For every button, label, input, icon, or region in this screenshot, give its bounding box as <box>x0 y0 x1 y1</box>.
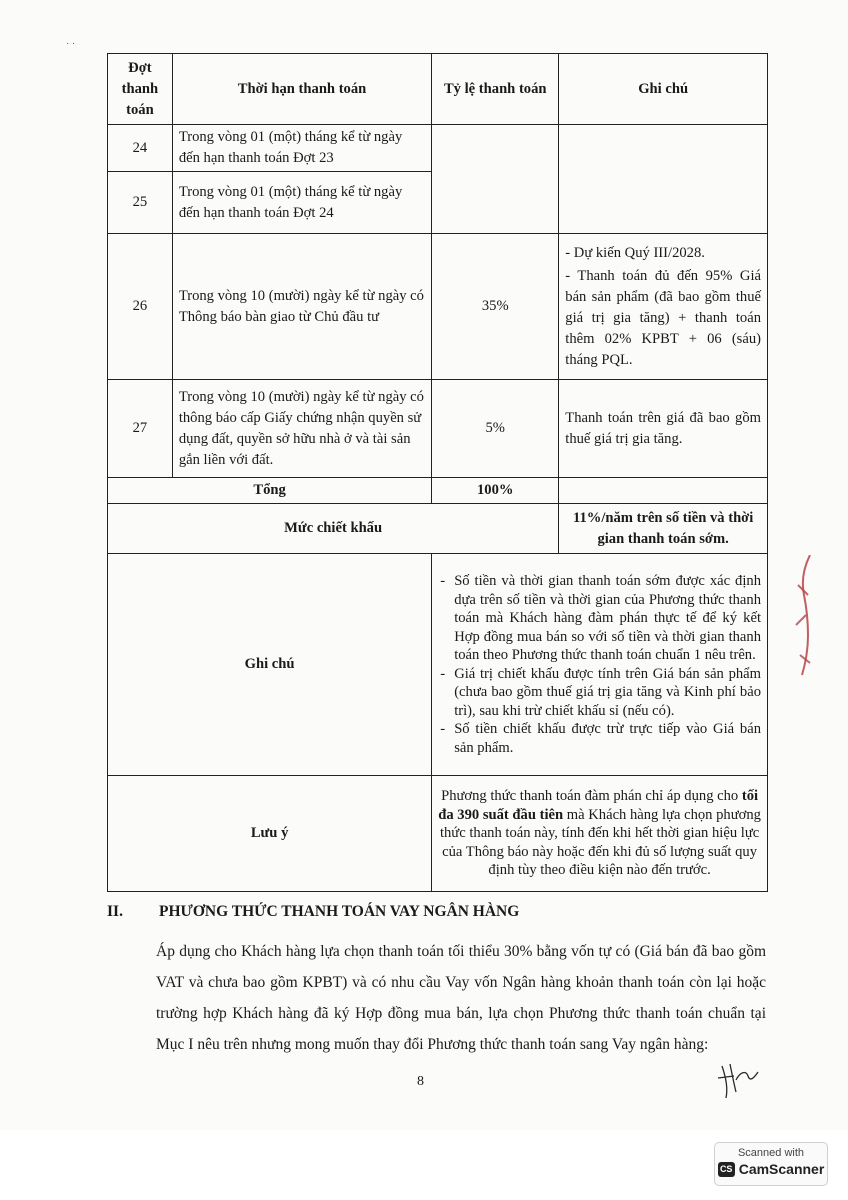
row-term: Trong vòng 10 (mười) ngày kể từ ngày có Thông báo bàn giao từ Chủ đầu tư <box>172 234 431 380</box>
watermark-line2 <box>715 1161 827 1177</box>
list-item: - Số tiền chiết khấu được trừ trực tiếp vào Giá bán sản phẩm. <box>438 720 761 757</box>
camscanner-logo-icon: CS <box>718 1162 735 1177</box>
row-note-empty <box>559 125 768 234</box>
remark-text-bold: tối đa 390 suất đầu tiên <box>438 788 759 823</box>
remark-label: Lưu ý <box>108 776 432 892</box>
total-value: 100% <box>432 478 559 504</box>
table-row <box>108 380 768 478</box>
camscanner-watermark <box>714 1142 828 1186</box>
total-row <box>108 478 768 504</box>
row-note <box>559 234 768 380</box>
list-item: - Giá trị chiết khấu được tính trên Giá bán sản phẩm (chưa bao gồm thuế giá trị gia tăng và Kinh phí bảo trì), sau khi trừ chiết khấu sỉ (nếu có). <box>438 665 761 721</box>
scan-mark: ˙ ˙ <box>66 42 76 53</box>
row-note: Thanh toán trên giá đã bao gồm thuế giá trị gia tăng. <box>559 380 768 478</box>
row-note-line: - Dự kiến Quý III/2028. <box>565 244 705 261</box>
signature-icon <box>712 1058 764 1104</box>
header-rate: Tỷ lệ thanh toán <box>432 54 559 125</box>
discount-value <box>559 504 768 554</box>
remark-text-pre: Phương thức thanh toán đàm phán chỉ áp dụng cho <box>441 788 742 805</box>
notes-row <box>108 554 768 776</box>
row-number: 27 <box>108 380 173 478</box>
notes-list <box>438 572 761 757</box>
section-heading <box>107 903 519 921</box>
row-term: Trong vòng 01 (một) tháng kể từ ngày đến hạn thanh toán Đợt 24 <box>172 172 431 234</box>
row-number: 24 <box>108 125 173 172</box>
row-number: 26 <box>108 234 173 380</box>
row-rate: 35% <box>432 234 559 380</box>
remark-text-post: mà Khách hàng lựa chọn phương thức thanh toán này, tính đến khi hết thời gian hiệu lực của Thông báo này hoặc đến khi đủ số lượng suất quy định tùy theo điều kiện nào đến trước. <box>439 806 761 879</box>
table-row <box>108 234 768 380</box>
table-row <box>108 125 768 172</box>
section-number: II. <box>107 903 123 920</box>
header-term: Thời hạn thanh toán <box>172 54 431 125</box>
row-number: 25 <box>108 172 173 234</box>
remark-content <box>432 776 768 892</box>
remark-row <box>108 776 768 892</box>
list-item: - Số tiền và thời gian thanh toán sớm được xác định dựa trên số tiền và thời gian của Phương thức thanh toán mà Khách hàng đàm phán thực tế để ký kết Hợp đồng mua bán so với số tiền và thời gian thanh toán theo Phương thức thanh toán chuẩn 1 nêu trên. <box>438 572 761 665</box>
header-note: Ghi chú <box>559 54 768 125</box>
section-title: PHƯƠNG THỨC THANH TOÁN VAY NGÂN HÀNG <box>159 903 520 920</box>
payment-schedule-table <box>107 53 768 892</box>
total-note-empty <box>559 478 768 504</box>
header-installment: Đợt thanh toán <box>108 54 173 125</box>
discount-row <box>108 504 768 554</box>
watermark-brand: CamScanner <box>738 1161 825 1177</box>
watermark-line1: Scanned with <box>737 1147 805 1159</box>
row-term: Trong vòng 01 (một) tháng kể từ ngày đến hạn thanh toán Đợt 23 <box>172 125 431 172</box>
total-label: Tổng <box>108 478 432 504</box>
discount-label: Mức chiết khấu <box>108 504 559 554</box>
red-stamp-edge-icon <box>790 555 814 695</box>
notes-label: Ghi chú <box>108 554 432 776</box>
discount-value-text: 11%/năm trên số tiền và thời gian thanh toán sớm. <box>572 509 754 547</box>
row-note-line: - Thanh toán đủ đến 95% Giá bán sản phẩm (đã bao gồm thuế giá trị gia tăng) + thanh toán thêm 02% KPBT + 06 (sáu) tháng PQL. <box>565 267 761 368</box>
row-rate: 5% <box>432 380 559 478</box>
row-rate-empty <box>432 125 559 234</box>
section-paragraph: Áp dụng cho Khách hàng lựa chọn thanh toán tối thiểu 30% bằng vốn tự có (Giá bán đã bao gồm VAT và chưa bao gồm KPBT) và có nhu cầu Vay vốn Ngân hàng khoản thanh toán còn lại hoặc trường hợp Khách hàng đã ký Hợp đồng mua bán, lựa chọn Phương thức thanh toán chuẩn tại Mục I nêu trên nhưng mong muốn thay đổi Phương thức thanh toán sang Vay ngân hàng: <box>156 943 766 1053</box>
table-header-row <box>108 54 768 125</box>
page-number: 8 <box>417 1074 424 1089</box>
row-term: Trong vòng 10 (mười) ngày kể từ ngày có thông báo cấp Giấy chứng nhận quyền sử dụng đất, quyền sở hữu nhà ở và tài sản gắn liền với đất. <box>172 380 431 478</box>
notes-content <box>432 554 768 776</box>
